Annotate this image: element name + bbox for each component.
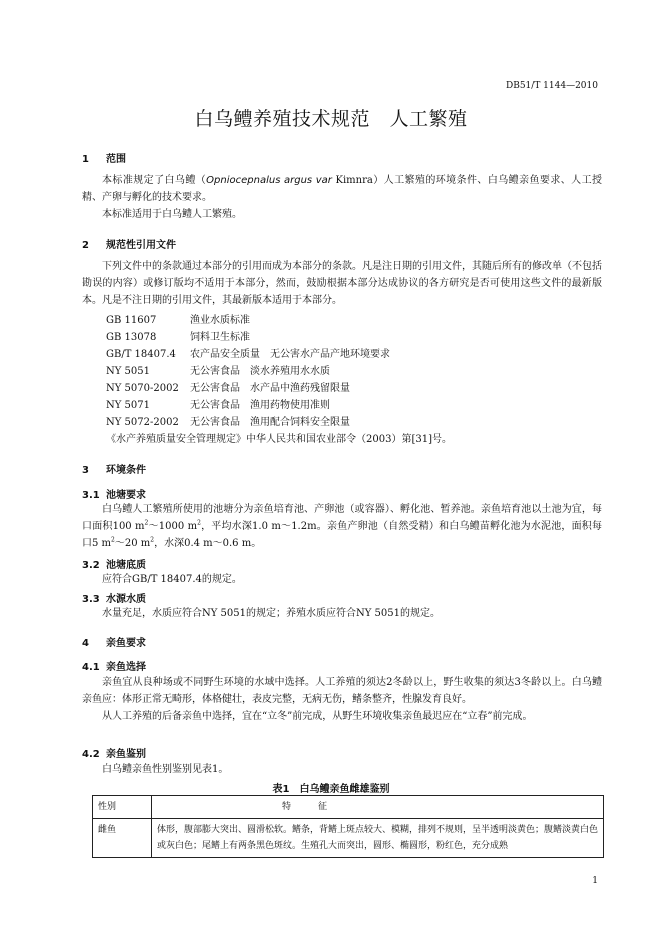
section-number: 2: [82, 240, 89, 251]
table-cell-sex: 雌鱼: [93, 819, 152, 858]
latin-name: Opniocepnalus argus var: [206, 175, 332, 186]
reference-code: GB 13078: [106, 332, 157, 343]
subsection-3-2-text: 应符合GB/T 18407.4的规定。: [102, 574, 242, 585]
section-2-intro: 下列文件中的条款通过本部分的引用而成为本部分的条款。凡是注日期的引用文件，其随后所有的修改单（不包括勘误的内容）或修订版均不适用于本部分，然而，鼓励根据本部分达成协议的各方研究是否可使用这些文件的最新版本。凡是不注日期的引用文件，其最新版本适用于本部分。: [82, 261, 602, 306]
subsection-3-3-text: 水量充足，水质应符合NY 5051的规定；养殖水质应符合NY 5051的规定。: [102, 608, 440, 619]
subsection-title: 池塘底质: [106, 560, 146, 571]
subsection-4-2-heading: [82, 745, 146, 760]
subsection-number: 4.1: [82, 662, 100, 673]
subsection-4-2-text: 白乌鳢亲鱼性别鉴别见表1。: [102, 764, 229, 775]
table-cell-features: 体形，腹部膨大突出、圆滑松软。鳍条，背鳍上斑点较大、模糊，排列不规则，呈半透明淡黄色；腹鳍淡黄白色或灰白色；尾鳍上有两条黑色斑纹。生殖孔大而突出，圆形、椭圆形，粉红色，充分成熟: [152, 819, 604, 858]
reference-item: [106, 345, 390, 360]
section-number: 4: [82, 638, 89, 649]
subsection-title: 水源水质: [106, 594, 146, 605]
section-1-paragraph-1: [82, 172, 602, 206]
text-run: ～20 m: [114, 538, 151, 549]
table-header-cell: 特 征: [152, 796, 604, 819]
reference-item: [106, 413, 350, 428]
reference-title: 农产品安全质量 无公害水产品产地环境要求: [190, 349, 390, 360]
table-caption: 表1 白乌鳢亲鱼雌雄鉴别: [272, 784, 390, 795]
superscript: 2: [111, 536, 115, 544]
text-run: Kimnra）人工繁殖的环境条件、白乌鳢亲鱼要求、人工授精、产卵与孵化的技术要求。: [82, 175, 602, 203]
section-number: 1: [82, 154, 89, 165]
reference-code: NY 5051: [106, 366, 150, 377]
subsection-title: 亲鱼选择: [106, 662, 146, 673]
text-run: 本标准规定了白乌鳢（: [102, 175, 207, 186]
section-title: 规范性引用文件: [106, 240, 176, 251]
section-number: 3: [82, 465, 89, 476]
reference-code: NY 5070-2002: [106, 383, 179, 394]
sex-identification-table: [92, 795, 604, 858]
reference-item: [106, 379, 350, 394]
section-1-heading: [82, 150, 126, 165]
reference-item: [106, 362, 330, 377]
subsection-number: 3.1: [82, 490, 100, 501]
text-run: ～1000 m: [148, 521, 198, 532]
page-number: 1: [592, 876, 598, 886]
superscript: 2: [197, 519, 201, 527]
subsection-number: 3.3: [82, 594, 100, 605]
subsection-number: 4.2: [82, 749, 100, 760]
table-row: [93, 819, 604, 858]
reference-item: [106, 396, 330, 411]
text-run: ，水深0.4 m～0.6 m。: [154, 538, 262, 549]
section-1-paragraph-2: 本标准适用于白乌鳢人工繁殖。: [102, 209, 242, 220]
section-title: 亲鱼要求: [106, 638, 146, 649]
reference-code: NY 5071: [106, 400, 150, 411]
subsection-4-1-paragraph-2: 从人工养殖的后备亲鱼中选择，宜在“立冬”前完成，从野生环境收集亲鱼最迟应在“立春”前完成。: [102, 711, 533, 722]
subsection-4-1-heading: [82, 658, 146, 673]
reference-title: 无公害食品 渔用配合饲料安全限量: [190, 417, 350, 428]
reference-item: [106, 311, 250, 326]
subsection-title: 亲鱼鉴别: [106, 749, 146, 760]
reference-title: 无公害食品 淡水养殖用水水质: [190, 366, 330, 377]
superscript: 2: [150, 536, 155, 544]
reference-code: NY 5072-2002: [106, 417, 179, 428]
subsection-3-2-heading: [82, 556, 146, 571]
section-title: 范围: [106, 154, 126, 165]
subsection-number: 3.2: [82, 560, 100, 571]
reference-code: GB/T 18407.4: [106, 349, 176, 360]
document-number: DB51/T 1144—2010: [506, 81, 598, 91]
section-2-heading: [82, 236, 176, 251]
subsection-3-1-text: [82, 501, 602, 552]
reference-regulation: 《水产养殖质量安全管理规定》中华人民共和国农业部令（2003）第[31]号。: [106, 434, 452, 445]
subsection-3-1-heading: [82, 486, 146, 501]
page-title: 白乌鳢养殖技术规范 人工繁殖: [194, 108, 468, 130]
section-4-heading: [82, 634, 146, 649]
section-title: 环境条件: [106, 465, 146, 476]
text-run: ，平均水深1.0 m～1.2m。亲鱼产卵池（自然受精）和白乌鳢苗孵化池为水泥池，面积每口5 m: [82, 521, 603, 549]
subsection-3-3-heading: [82, 590, 146, 605]
reference-title: 无公害食品 渔用药物使用准则: [190, 400, 330, 411]
superscript: 2: [144, 519, 149, 527]
reference-item: [106, 328, 250, 343]
section-3-heading: [82, 461, 146, 476]
table-header-row: [93, 796, 604, 819]
reference-title: 渔业水质标准: [190, 315, 250, 326]
subsection-title: 池塘要求: [106, 490, 146, 501]
subsection-4-1-paragraph-1: 亲鱼宜从良种场或不同野生环境的水域中选择。人工养殖的须达2冬龄以上，野生收集的须达3冬龄以上。白乌鳢亲鱼应：体形正常无畸形，体格健壮，表皮完整，无病无伤，鳍条整齐，性腺发育良好。: [82, 677, 602, 705]
reference-title: 饲料卫生标准: [190, 332, 250, 343]
text-run: 白乌鳢人工繁殖所使用的池塘分为亲鱼培育池、产卵池（或容器）、孵化池、暂养池。亲鱼培育池以土池为宜，每口面积100 m: [82, 504, 602, 532]
table-header-cell: 性别: [93, 796, 152, 819]
reference-title: 无公害食品 水产品中渔药残留限量: [190, 383, 350, 394]
reference-code: GB 11607: [106, 315, 157, 326]
